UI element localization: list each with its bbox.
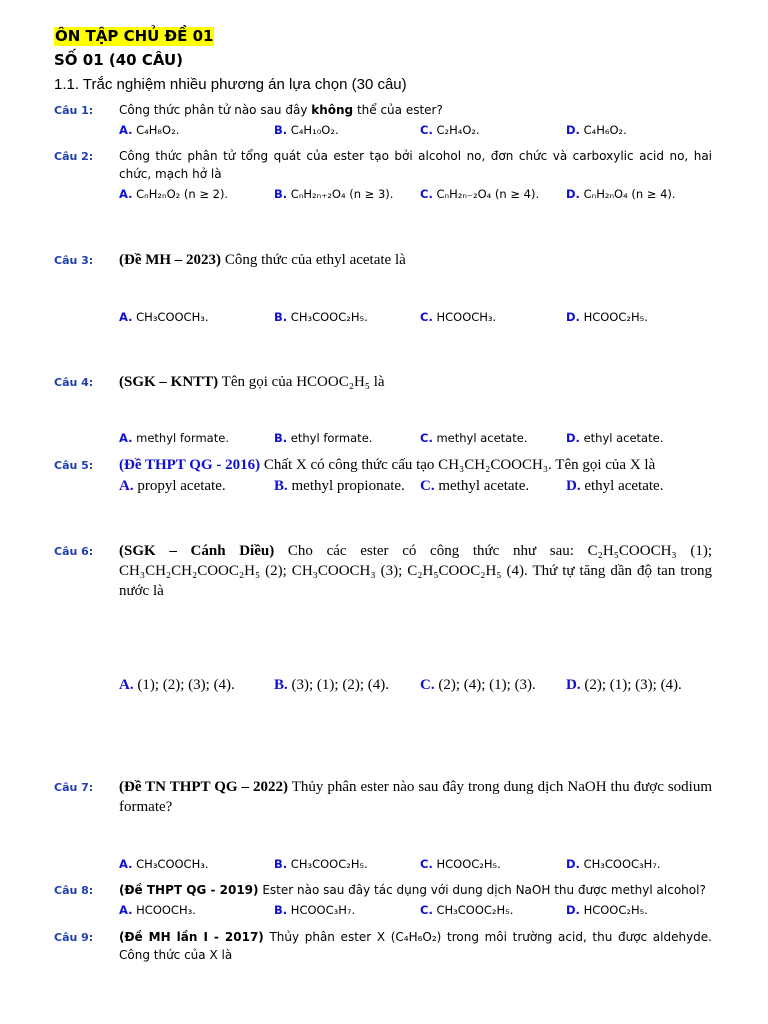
question-text: (SGK – Cánh Diều) Cho các ester có công thức như sau: C₂H₅COOCH₃ (1); CH₃CH₂CH₂COOC₂H₅ (2); CH₃COOCH₃ (3); C₂H₅COOC₂H₅ (4). Thứ tự tăng dần độ tan trong nước là: [119, 543, 712, 599]
option-c: C. CₙH₂ₙ₋₂O₄ (n ≥ 4).: [420, 187, 540, 201]
option-c: C. methyl acetate.: [420, 431, 528, 445]
option-a: A. CH₃COOCH₃.: [119, 857, 209, 871]
question-text: (Đề THPT QG - 2019) Ester nào sau đây tác dụng với dung dịch NaOH thu được methyl alcohol?: [119, 883, 706, 897]
option-a: A. HCOOCH₃.: [119, 903, 196, 917]
question-source: (Đề THPT QG - 2016): [119, 457, 261, 473]
emphasis-not: không: [311, 103, 354, 117]
question-source: (SGK – Cánh Diều): [119, 543, 275, 559]
question-label: Câu 2:: [54, 150, 94, 163]
question-label: Câu 6:: [54, 545, 94, 558]
question-label: Câu 5:: [54, 459, 94, 472]
option-d: D. CₙH₂ₙO₄ (n ≥ 4).: [566, 187, 676, 201]
option-d: D. ethyl acetate.: [566, 431, 664, 445]
option-c: C. methyl acetate.: [420, 478, 530, 494]
question-text: (Đề TN THPT QG – 2022) Thủy phân ester nào sau đây trong dung dịch NaOH thu được sodium formate?: [119, 779, 712, 815]
option-b: B. CH₃COOC₂H₅.: [274, 310, 368, 324]
option-b: B. CH₃COOC₂H₅.: [274, 857, 368, 871]
question-label: Câu 1:: [54, 104, 94, 117]
option-d: D. HCOOC₂H₅.: [566, 903, 648, 917]
question-source: (Đề TN THPT QG – 2022): [119, 779, 289, 795]
option-a: A. propyl acetate.: [119, 478, 226, 494]
question-text: (SGK – KNTT) Tên gọi của HCOOC₂H₅ là: [119, 374, 385, 390]
option-b: B. methyl propionate.: [274, 478, 405, 494]
page-subtitle: SỐ 01 (40 CÂU): [54, 51, 184, 69]
option-a: A. CH₃COOCH₃.: [119, 310, 209, 324]
option-c: C. CH₃COOC₂H₅.: [420, 903, 514, 917]
option-b: B. HCOOC₃H₇.: [274, 903, 356, 917]
option-b: B. CₙH₂ₙ₊₂O₄ (n ≥ 3).: [274, 187, 394, 201]
section-heading: 1.1. Trắc nghiệm nhiều phương án lựa chọn (30 câu): [54, 76, 407, 93]
question-source: (SGK – KNTT): [119, 374, 219, 390]
option-b: B. C₄H₁₀O₂.: [274, 123, 339, 137]
question-text: (Đề THPT QG - 2016) Chất X có công thức cấu tạo CH₃CH₂COOCH₃. Tên gọi của X là: [119, 457, 656, 473]
question-label: Câu 7:: [54, 781, 94, 794]
option-d: D. ethyl acetate.: [566, 478, 664, 494]
option-d: D. C₄H₆O₂.: [566, 123, 627, 137]
question-text: Công thức phân tử tổng quát của ester tạo bởi alcohol no, đơn chức và carboxylic acid no, hai chức, mạch hở là: [119, 149, 712, 181]
question-label: Câu 8:: [54, 884, 94, 897]
page-title: ÔN TẬP CHỦ ĐỀ 01: [55, 27, 214, 45]
option-a: A. CₙH₂ₙO₂ (n ≥ 2).: [119, 187, 229, 201]
question-label: Câu 9:: [54, 931, 94, 944]
question-text: Công thức phân tử nào sau đây không thể của ester?: [119, 103, 443, 117]
option-a: A. C₄H₈O₂.: [119, 123, 180, 137]
question-text: (Đề MH – 2023) Công thức của ethyl acetate là: [119, 252, 406, 268]
option-d: D. HCOOC₂H₅.: [566, 310, 648, 324]
option-c: C. HCOOCH₃.: [420, 310, 497, 324]
option-b: B. (3); (1); (2); (4).: [274, 677, 389, 693]
question-source: (Đề THPT QG - 2019): [119, 883, 259, 897]
option-c: C. C₂H₄O₂.: [420, 123, 480, 137]
question-label: Câu 4:: [54, 376, 94, 389]
option-d: D. (2); (1); (3); (4).: [566, 677, 682, 693]
option-d: D. CH₃COOC₃H₇.: [566, 857, 661, 871]
question-label: Câu 3:: [54, 254, 94, 267]
question-source: (Đề MH lần I - 2017): [119, 930, 264, 944]
option-a: A. (1); (2); (3); (4).: [119, 677, 235, 693]
option-c: C. HCOOC₂H₅.: [420, 857, 501, 871]
question-text: (Đề MH lần I - 2017) Thủy phân ester X (C₄H₆O₂) trong môi trường acid, thu được aldehyde. Công thức của X là: [119, 930, 713, 962]
option-b: B. ethyl formate.: [274, 431, 373, 445]
question-source: (Đề MH – 2023): [119, 252, 222, 268]
option-c: C. (2); (4); (1); (3).: [420, 677, 536, 693]
option-a: A. methyl formate.: [119, 431, 229, 445]
